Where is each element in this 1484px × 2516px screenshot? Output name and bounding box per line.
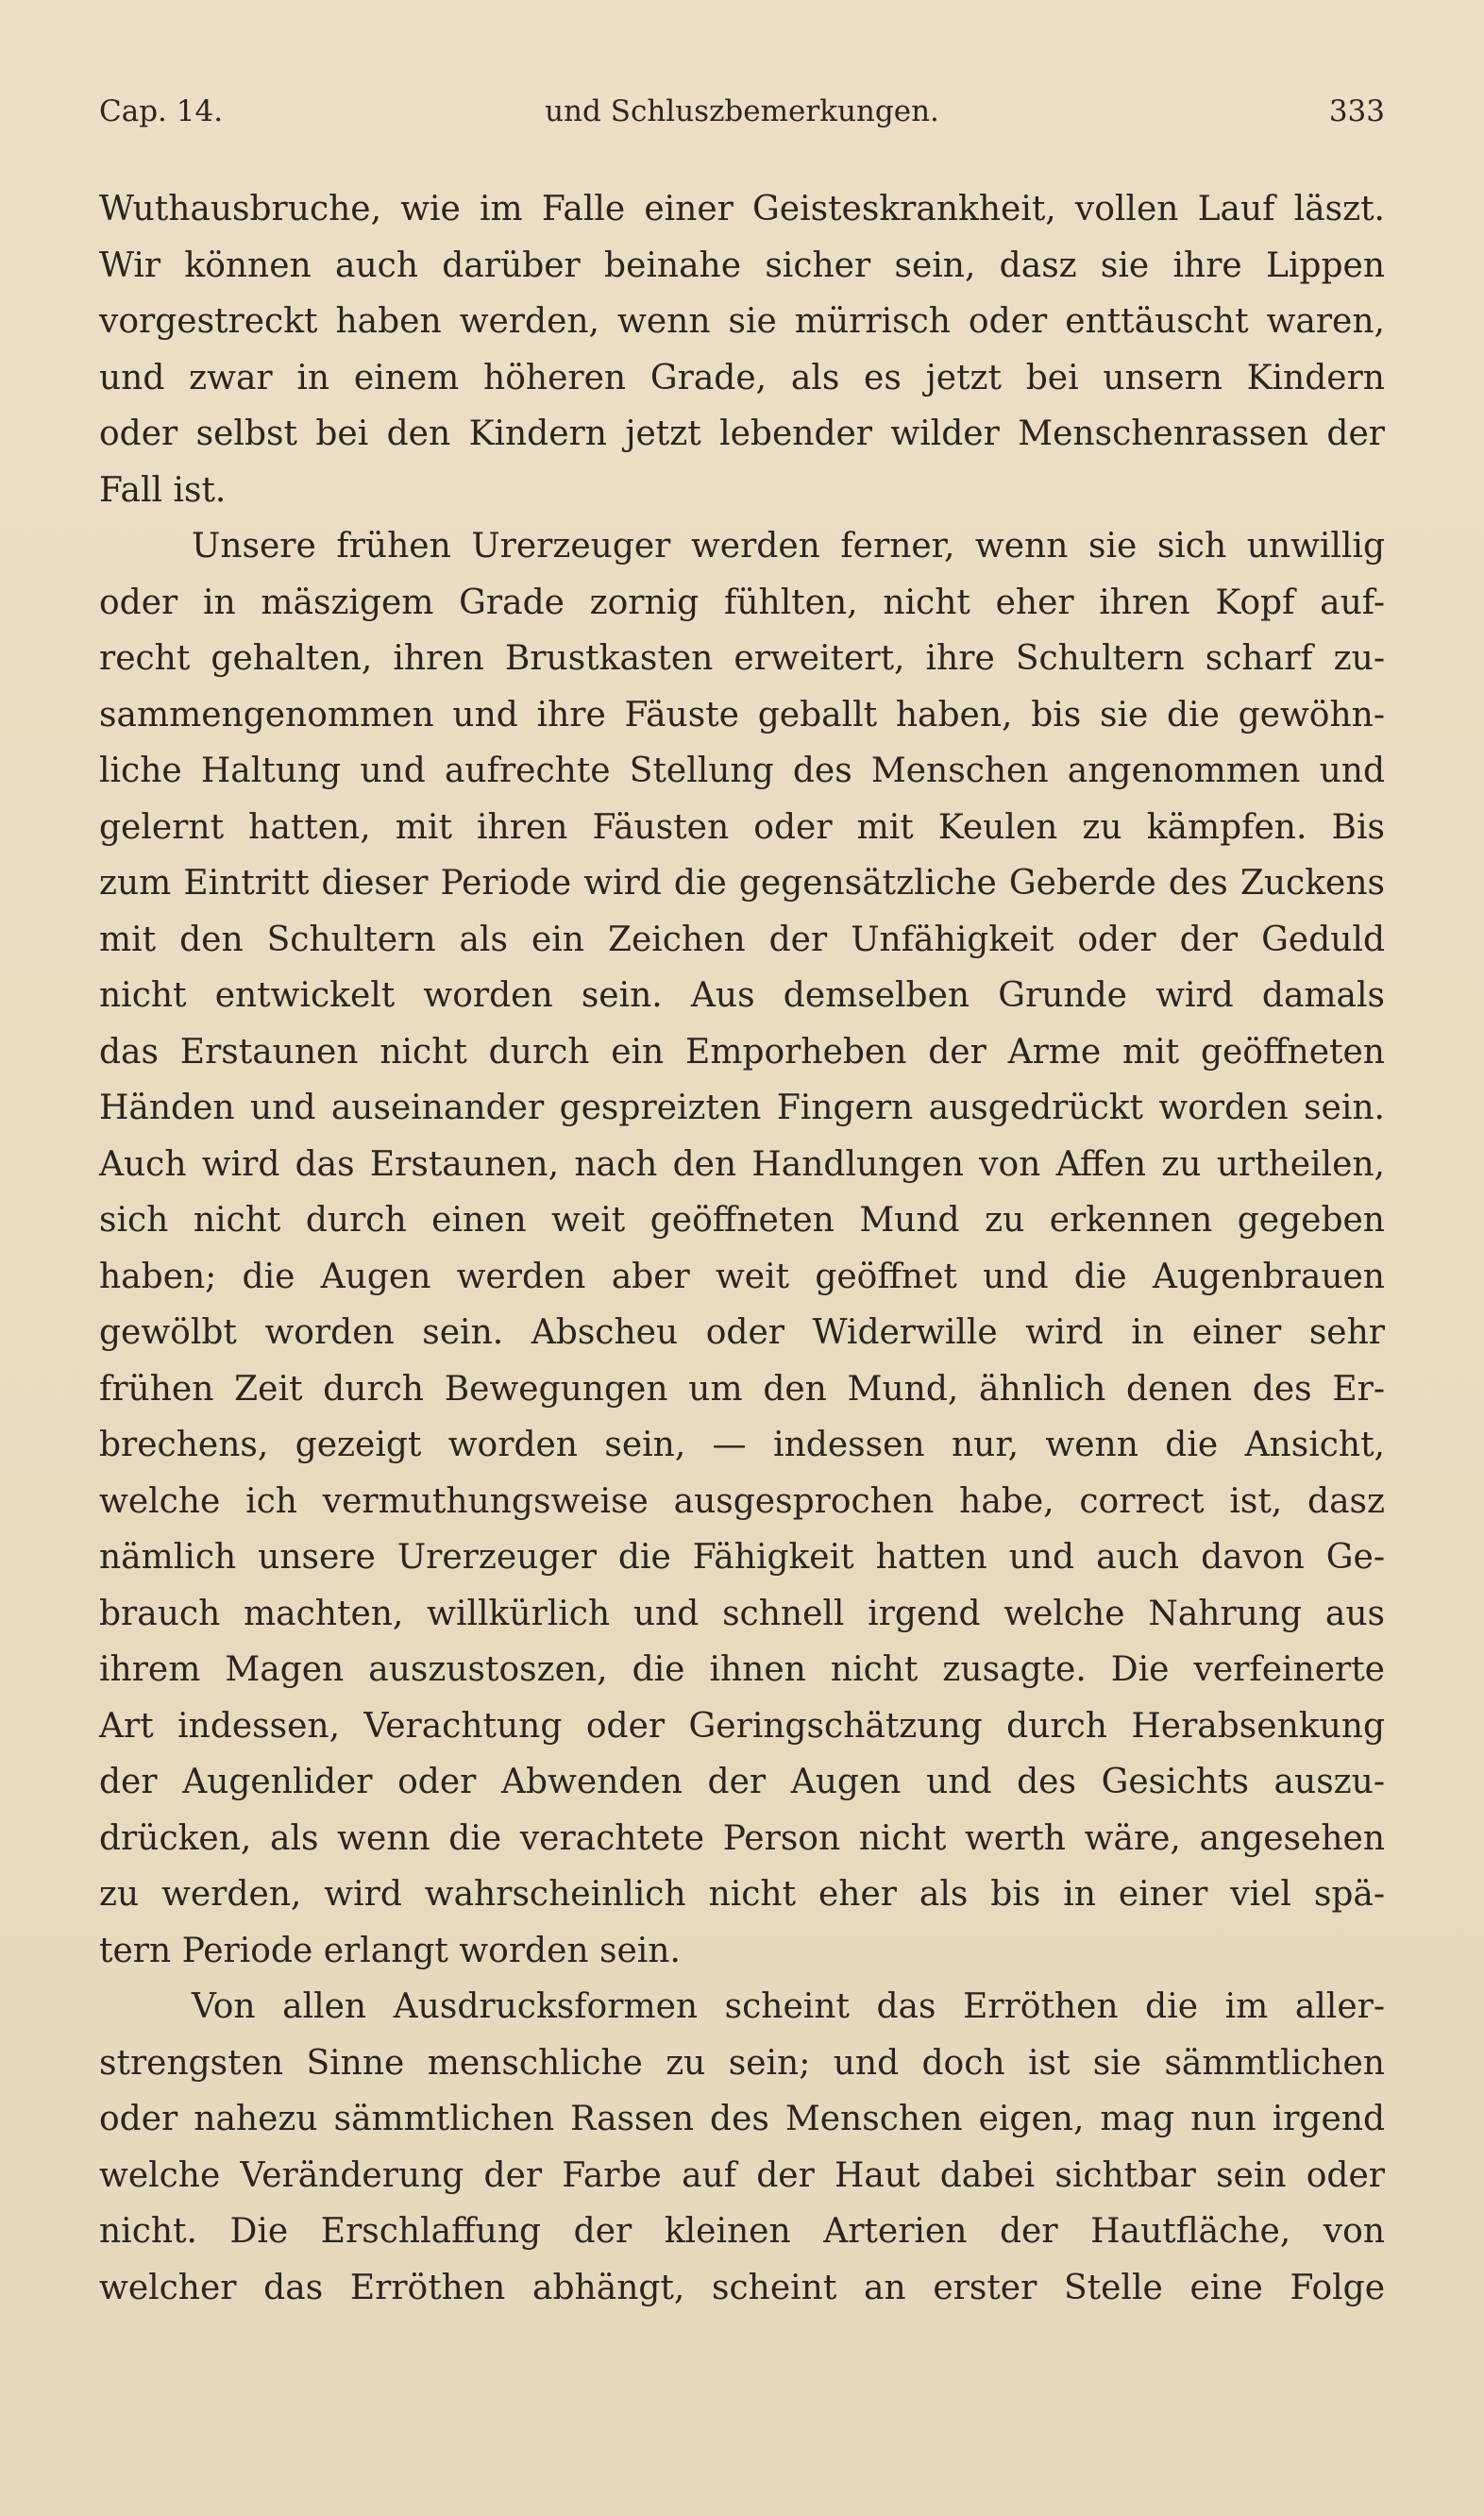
text-line: oder nahezu sämmtlichen Rassen des Menschen eigen, mag nun irgend: [99, 2100, 1385, 2138]
text-line: sammengenommen und ihre Fäuste geballt haben, bis sie die gewöhn-: [99, 695, 1385, 735]
text-line: Wuthausbruche, wie im Falle einer Geisteskrankheit, vollen Lauf läszt.: [99, 190, 1385, 228]
chapter-label: Cap. 14.: [99, 94, 224, 128]
text-line: Von allen Ausdrucksformen scheint das Erröthen die im aller-: [192, 1987, 1385, 2026]
text-line: Unsere frühen Urerzeuger werden ferner, wenn sie sich unwillig: [192, 527, 1385, 566]
text-line: Fall ist.: [99, 470, 227, 510]
page-number: 333: [1328, 94, 1385, 128]
text-line: frühen Zeit durch Bewegungen um den Mund, ähnlich denen des Er-: [99, 1369, 1385, 1409]
text-line: zum Eintritt dieser Periode wird die gegensätzliche Geberde des Zuckens: [99, 864, 1385, 903]
text-line: der Augenlider oder Abwenden der Augen und des Gesichts auszu-: [99, 1763, 1385, 1801]
text-line: das Erstaunen nicht durch ein Emporheben der Arme mit geöffneten: [99, 1032, 1385, 1072]
text-line: welcher das Erröthen abhängt, scheint an erster Stelle eine Folge: [99, 2268, 1385, 2307]
text-line: Wir können auch darüber beinahe sicher sein, dasz sie ihre Lippen: [99, 245, 1385, 285]
text-line: brechens, gezeigt worden sein, — indessen nur, wenn die Ansicht,: [99, 1426, 1385, 1464]
text-line: gewölbt worden sein. Abscheu oder Widerwille wird in einer sehr: [99, 1313, 1385, 1352]
text-line: tern Periode erlangt worden sein.: [99, 1931, 681, 1970]
text-line: Auch wird das Erstaunen, nach den Handlungen von Affen zu urtheilen,: [99, 1144, 1385, 1184]
text-line: oder selbst bei den Kindern jetzt lebender wilder Menschenrassen der: [99, 414, 1385, 453]
text-line: oder in mäszigem Grade zornig fühlten, nicht eher ihren Kopf auf-: [99, 583, 1385, 622]
body-text: [99, 181, 1385, 2316]
text-line: haben; die Augen werden aber weit geöffnet und die Augenbrauen: [99, 1257, 1385, 1296]
text-line: nicht entwickelt worden sein. Aus demselben Grunde wird damals: [99, 976, 1385, 1015]
text-line: nicht. Die Erschlaffung der kleinen Arterien der Hautfläche, von: [99, 2212, 1385, 2251]
text-line: Art indessen, Verachtung oder Geringschätzung durch Herabsenkung: [99, 1706, 1385, 1746]
running-head-title: und Schluszbemerkungen.: [545, 94, 939, 128]
text-line: ihrem Magen auszustoszen, die ihnen nicht zusagte. Die verfeinerte: [99, 1650, 1385, 1689]
text-line: vorgestreckt haben werden, wenn sie mürrisch oder enttäuscht waren,: [99, 302, 1385, 341]
text-line: strengsten Sinne menschliche zu sein; und doch ist sie sämmtlichen: [99, 2043, 1385, 2083]
text-line: liche Haltung und aufrechte Stellung des Menschen angenommen und: [99, 751, 1385, 790]
text-line: brauch machten, willkürlich und schnell irgend welche Nahrung aus: [99, 1594, 1385, 1633]
text-line: Händen und auseinander gespreizten Fingern ausgedrückt worden sein.: [99, 1089, 1385, 1127]
text-line: welche ich vermuthungsweise ausgesprochen habe, correct ist, dasz: [99, 1481, 1385, 1521]
text-line: recht gehalten, ihren Brustkasten erweitert, ihre Schultern scharf zu-: [99, 639, 1385, 678]
running-head: [99, 94, 1385, 142]
text-line: nämlich unsere Urerzeuger die Fähigkeit hatten und auch davon Ge-: [99, 1538, 1385, 1577]
text-line: und zwar in einem höheren Grade, als es jetzt bei unsern Kindern: [99, 358, 1385, 397]
text-line: mit den Schultern als ein Zeichen der Unfähigkeit oder der Geduld: [99, 920, 1385, 959]
text-line: zu werden, wird wahrscheinlich nicht eher als bis in einer viel spä-: [99, 1875, 1385, 1914]
text-line: gelernt hatten, mit ihren Fäusten oder mit Keulen zu kämpfen. Bis: [99, 807, 1385, 847]
text-line: drücken, als wenn die verachtete Person nicht werth wäre, angesehen: [99, 1818, 1385, 1858]
text-line: welche Veränderung der Farbe auf der Haut dabei sichtbar sein oder: [99, 2155, 1385, 2195]
text-line: sich nicht durch einen weit geöffneten Mund zu erkennen gegeben: [99, 1201, 1385, 1240]
